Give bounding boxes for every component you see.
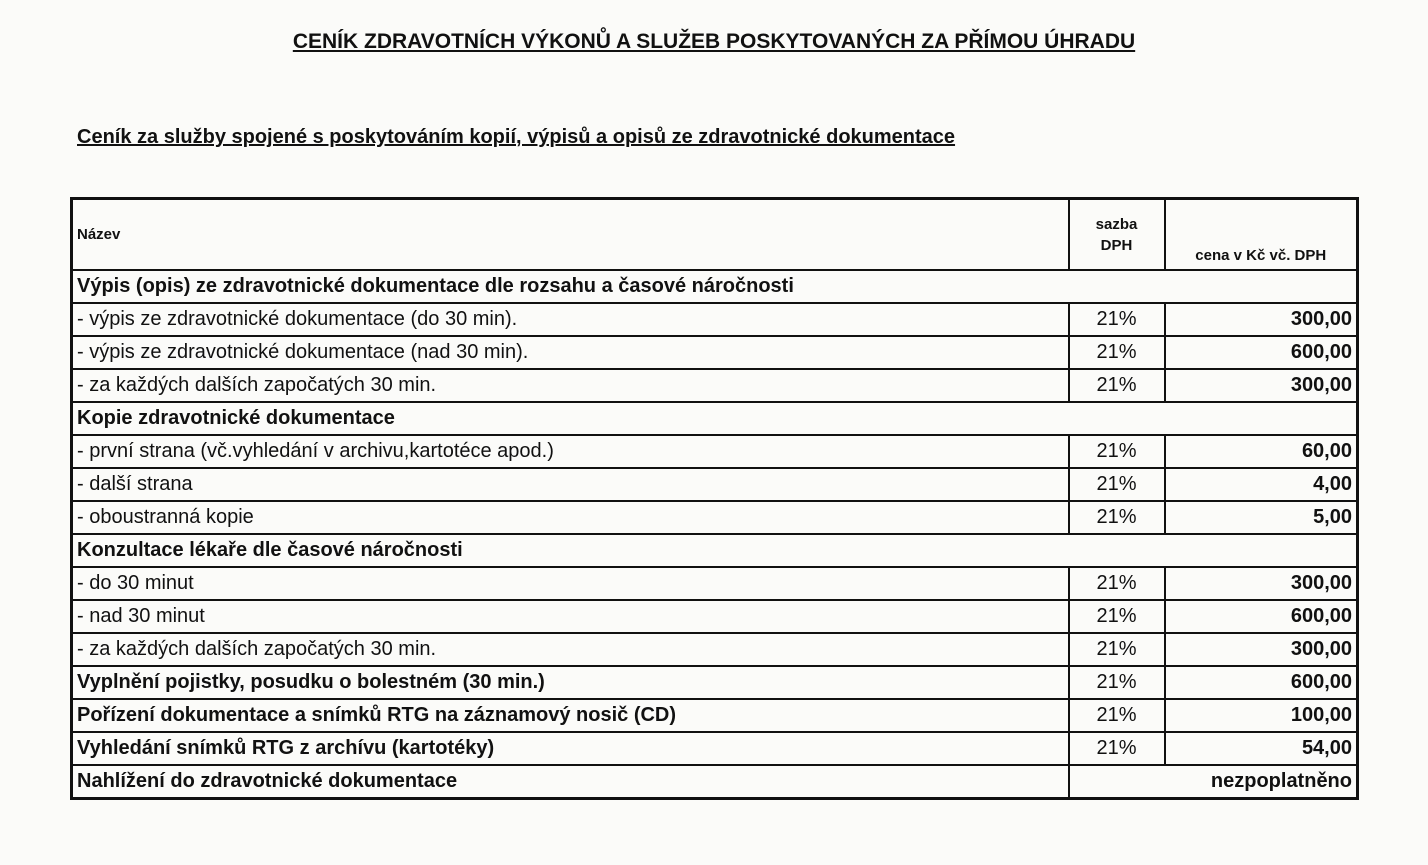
table-row [72, 732, 1358, 765]
item-vat: 21% [1069, 369, 1165, 402]
item-vat: 21% [1069, 336, 1165, 369]
item-price: 300,00 [1165, 633, 1358, 666]
item-price: 60,00 [1165, 435, 1358, 468]
table-row [72, 765, 1358, 799]
item-vat: 21% [1069, 699, 1165, 732]
table-row [72, 600, 1358, 633]
item-note: nezpoplatněno [1069, 765, 1358, 799]
item-price: 300,00 [1165, 303, 1358, 336]
page-title: CENÍK ZDRAVOTNÍCH VÝKONŮ A SLUŽEB POSKYTOVANÝCH ZA PŘÍMOU ÚHRADU [292, 30, 1136, 53]
item-name: - za každých dalších započatých 30 min. [72, 369, 1069, 402]
item-price: 600,00 [1165, 336, 1358, 369]
item-name: - další strana [72, 468, 1069, 501]
table-row [72, 666, 1358, 699]
item-vat: 21% [1069, 468, 1165, 501]
item-price: 5,00 [1165, 501, 1358, 534]
item-vat: 21% [1069, 732, 1165, 765]
item-name: Pořízení dokumentace a snímků RTG na záznamový nosič (CD) [72, 699, 1069, 732]
item-name: - nad 30 minut [72, 600, 1069, 633]
table-header-row [72, 199, 1358, 271]
item-name: - za každých dalších započatých 30 min. [72, 633, 1069, 666]
item-price: 54,00 [1165, 732, 1358, 765]
table-row [72, 336, 1358, 369]
item-price: 4,00 [1165, 468, 1358, 501]
item-vat: 21% [1069, 666, 1165, 699]
table-row [72, 699, 1358, 732]
item-vat: 21% [1069, 600, 1165, 633]
item-price: 600,00 [1165, 600, 1358, 633]
header-name: Název [72, 199, 1069, 271]
table-row [72, 303, 1358, 336]
table-row [72, 567, 1358, 600]
item-name: - do 30 minut [72, 567, 1069, 600]
item-price: 300,00 [1165, 567, 1358, 600]
item-vat: 21% [1069, 435, 1165, 468]
price-table [70, 197, 1359, 800]
item-vat: 21% [1069, 633, 1165, 666]
table-row [72, 435, 1358, 468]
item-price: 100,00 [1165, 699, 1358, 732]
header-price: cena v Kč vč. DPH [1165, 199, 1358, 271]
item-vat: 21% [1069, 501, 1165, 534]
item-name: - první strana (vč.vyhledání v archivu,kartotéce apod.) [72, 435, 1069, 468]
item-name: - výpis ze zdravotnické dokumentace (do 30 min). [72, 303, 1069, 336]
item-vat: 21% [1069, 567, 1165, 600]
section-row [72, 534, 1358, 567]
section-label: Výpis (opis) ze zdravotnické dokumentace dle rozsahu a časové náročnosti [72, 270, 1358, 303]
section-row [72, 402, 1358, 435]
header-vat-line2: DPH [1100, 236, 1133, 254]
table-row [72, 633, 1358, 666]
table-row [72, 501, 1358, 534]
table-row [72, 468, 1358, 501]
item-name: Nahlížení do zdravotnické dokumentace [72, 765, 1069, 799]
item-price: 300,00 [1165, 369, 1358, 402]
item-price: 600,00 [1165, 666, 1358, 699]
item-vat: 21% [1069, 303, 1165, 336]
table-row [72, 369, 1358, 402]
header-vat-line1: sazba [1095, 215, 1138, 233]
item-name: - oboustranná kopie [72, 501, 1069, 534]
item-name: Vyhledání snímků RTG z archívu (kartotéky) [72, 732, 1069, 765]
item-name: Vyplnění pojistky, posudku o bolestném (30 min.) [72, 666, 1069, 699]
header-vat [1069, 199, 1165, 271]
page-subtitle: Ceník za služby spojené s poskytováním kopií, výpisů a opisů ze zdravotnické dokumentace [77, 126, 956, 148]
item-name: - výpis ze zdravotnické dokumentace (nad 30 min). [72, 336, 1069, 369]
section-label: Kopie zdravotnické dokumentace [72, 402, 1358, 435]
section-label: Konzultace lékaře dle časové náročnosti [72, 534, 1358, 567]
section-row [72, 270, 1358, 303]
